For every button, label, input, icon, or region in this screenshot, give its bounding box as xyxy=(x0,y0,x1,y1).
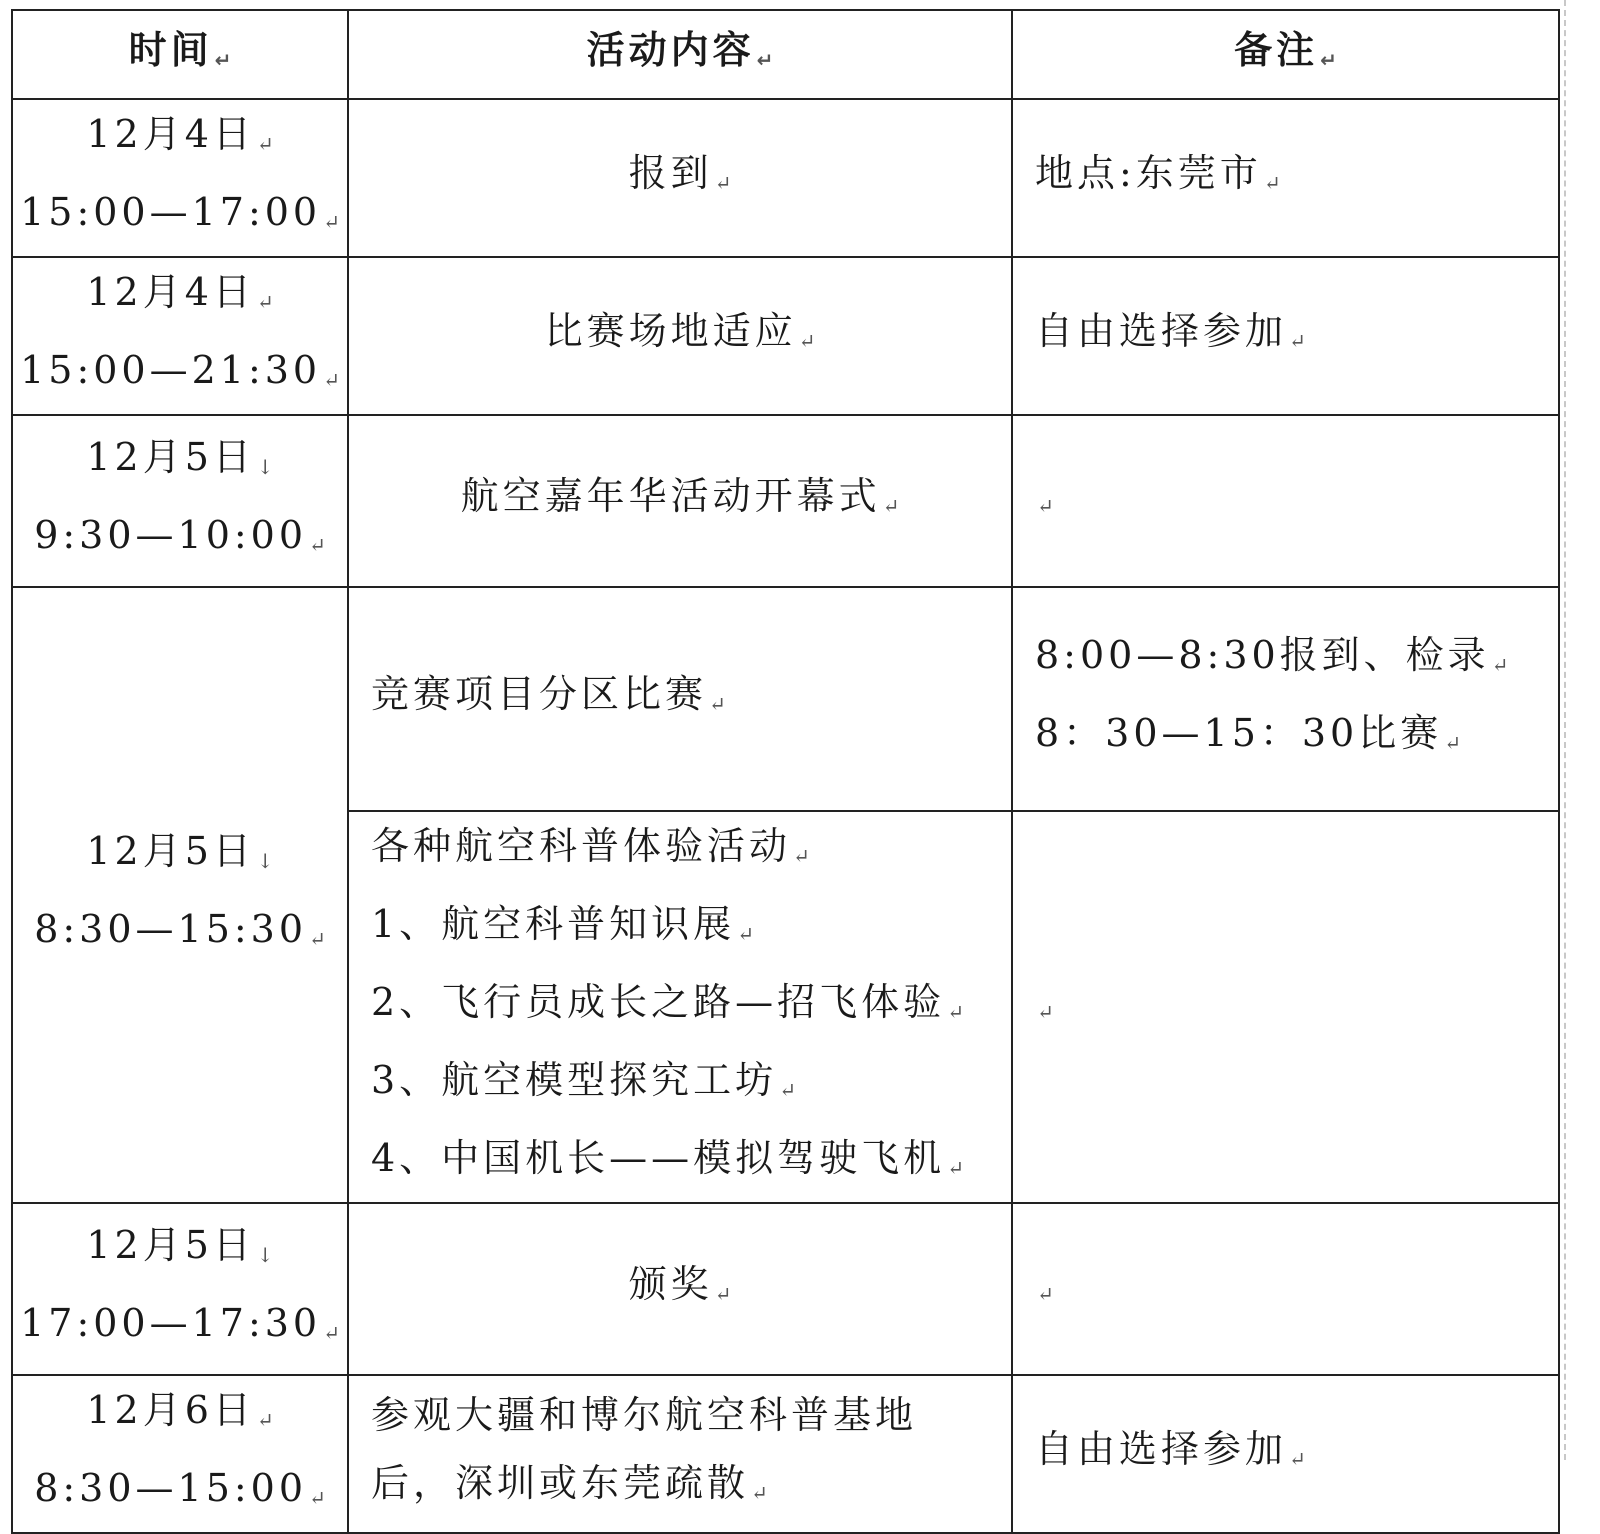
paragraph-mark-icon: ↵ xyxy=(1037,1000,1054,1024)
activity-cell xyxy=(348,811,1012,1203)
table-row xyxy=(12,257,1559,415)
paragraph-mark-icon: ↵ xyxy=(323,368,340,392)
time-range-text: 15:00—17:00 xyxy=(20,190,322,234)
paragraph-mark-icon: ↵ xyxy=(256,290,274,314)
date-text: 12月4日 xyxy=(86,270,255,314)
paragraph-mark-icon: ↵ xyxy=(309,927,326,951)
paragraph-mark-icon: ↵ xyxy=(947,1000,964,1024)
time-cell xyxy=(12,257,348,415)
paragraph-mark-icon: ↵ xyxy=(1263,171,1281,195)
paragraph-mark-icon: ↵ xyxy=(256,1408,274,1432)
activity-text: 航空嘉年华活动开幕式 xyxy=(460,474,881,518)
note-cell xyxy=(1012,811,1559,1203)
note-cell xyxy=(1012,257,1559,415)
paragraph-mark-icon: ↵ xyxy=(1491,653,1509,677)
activity-cell xyxy=(348,1203,1012,1375)
activity-text: 竞赛项目分区比赛 xyxy=(371,672,708,716)
page-edge-guide xyxy=(1564,0,1567,1460)
paragraph-mark-icon: ↵ xyxy=(323,210,340,234)
paragraph-mark-icon: ↵ xyxy=(309,1486,326,1510)
header-time: 时间 ↵ xyxy=(12,10,348,99)
activity-text: 报到 xyxy=(628,151,713,195)
paragraph-mark-icon: ↵ xyxy=(793,844,810,868)
activity-line: 参观大疆和博尔航空科普基地 xyxy=(371,1393,918,1437)
activity-line: 4、中国机长——模拟驾驶飞机 xyxy=(371,1136,946,1180)
paragraph-mark-icon: ↵ xyxy=(323,1321,340,1345)
time-cell xyxy=(12,1203,348,1375)
header-row xyxy=(12,10,1559,99)
date-text: 12月4日 xyxy=(86,112,255,156)
activity-cell xyxy=(348,99,1012,257)
paragraph-mark-icon: ↵ xyxy=(214,47,232,72)
paragraph-mark-icon: ↵ xyxy=(714,1282,732,1306)
paragraph-mark-icon: ↵ xyxy=(779,1078,796,1102)
paragraph-mark-icon: ↵ xyxy=(1289,329,1306,353)
note-line: 8：30—15：30比赛 xyxy=(1035,711,1443,755)
paragraph-mark-icon: ↵ xyxy=(1037,494,1054,518)
time-range-text: 9:30—10:00 xyxy=(34,513,308,557)
paragraph-mark-icon: ↵ xyxy=(256,132,274,156)
note-text: 地点:东莞市 xyxy=(1035,151,1262,195)
activity-line: 后，深圳或东莞疏散 xyxy=(371,1461,750,1505)
note-cell xyxy=(1012,99,1559,257)
header-notes: 备注 ↵ xyxy=(1012,10,1559,99)
note-cell xyxy=(1012,1375,1559,1533)
time-cell xyxy=(12,587,348,1203)
paragraph-mark-icon: ↵ xyxy=(1289,1447,1306,1471)
paragraph-mark-icon: ↵ xyxy=(1320,47,1337,72)
activity-cell xyxy=(348,415,1012,587)
activity-line: 1、航空科普知识展 xyxy=(371,902,736,946)
paragraph-mark-icon: ↵ xyxy=(1037,1282,1054,1306)
time-cell xyxy=(12,99,348,257)
date-text: 12月6日 xyxy=(86,1388,255,1432)
date-text: 12月5日 xyxy=(86,1223,255,1267)
header-activity: 活动内容 ↵ xyxy=(348,10,1012,99)
paragraph-mark-icon: ↵ xyxy=(751,1481,768,1505)
activity-text: 颁奖 xyxy=(628,1262,713,1306)
table-row xyxy=(12,587,1559,811)
note-text: 自由选择参加 xyxy=(1035,309,1288,353)
paragraph-mark-icon: ↵ xyxy=(882,494,900,518)
paragraph-mark-icon: ↵ xyxy=(309,533,326,557)
activity-cell xyxy=(348,257,1012,415)
table-row xyxy=(12,1203,1559,1375)
note-text: 自由选择参加 xyxy=(1035,1427,1288,1471)
time-range-text: 8:30—15:00 xyxy=(34,1466,308,1510)
activity-line: 2、飞行员成长之路—招飞体验 xyxy=(371,980,946,1024)
time-cell xyxy=(12,415,348,587)
paragraph-mark-icon: ↵ xyxy=(1444,731,1462,755)
paragraph-mark-icon: ↵ xyxy=(709,692,726,716)
schedule-table xyxy=(11,9,1560,1534)
activity-text: 比赛场地适应 xyxy=(544,309,797,353)
paragraph-mark-icon: ↵ xyxy=(756,47,774,72)
table-row xyxy=(12,99,1559,257)
activity-cell xyxy=(348,587,1012,811)
time-range-text: 8:30—15:30 xyxy=(34,907,308,951)
paragraph-mark-icon: ↵ xyxy=(798,329,816,353)
line-break-mark-icon: ↓ xyxy=(256,455,274,479)
activity-cell xyxy=(348,1375,1012,1533)
note-cell xyxy=(1012,415,1559,587)
line-break-mark-icon: ↓ xyxy=(256,1243,274,1267)
time-cell xyxy=(12,1375,348,1533)
note-line: 8:00—8:30报到、检录 xyxy=(1035,633,1490,677)
activity-line: 各种航空科普体验活动 xyxy=(371,824,792,868)
paragraph-mark-icon: ↵ xyxy=(947,1156,964,1180)
paragraph-mark-icon: ↵ xyxy=(714,171,732,195)
table-row xyxy=(12,1375,1559,1533)
note-cell xyxy=(1012,1203,1559,1375)
table-row xyxy=(12,415,1559,587)
activity-line: 3、航空模型探究工坊 xyxy=(371,1058,778,1102)
date-text: 12月5日 xyxy=(86,435,255,479)
note-cell xyxy=(1012,587,1559,811)
line-break-mark-icon: ↓ xyxy=(256,849,274,873)
date-text: 12月5日 xyxy=(86,829,255,873)
paragraph-mark-icon: ↵ xyxy=(737,922,754,946)
time-range-text: 15:00—21:30 xyxy=(20,348,322,392)
time-range-text: 17:00—17:30 xyxy=(20,1301,322,1345)
